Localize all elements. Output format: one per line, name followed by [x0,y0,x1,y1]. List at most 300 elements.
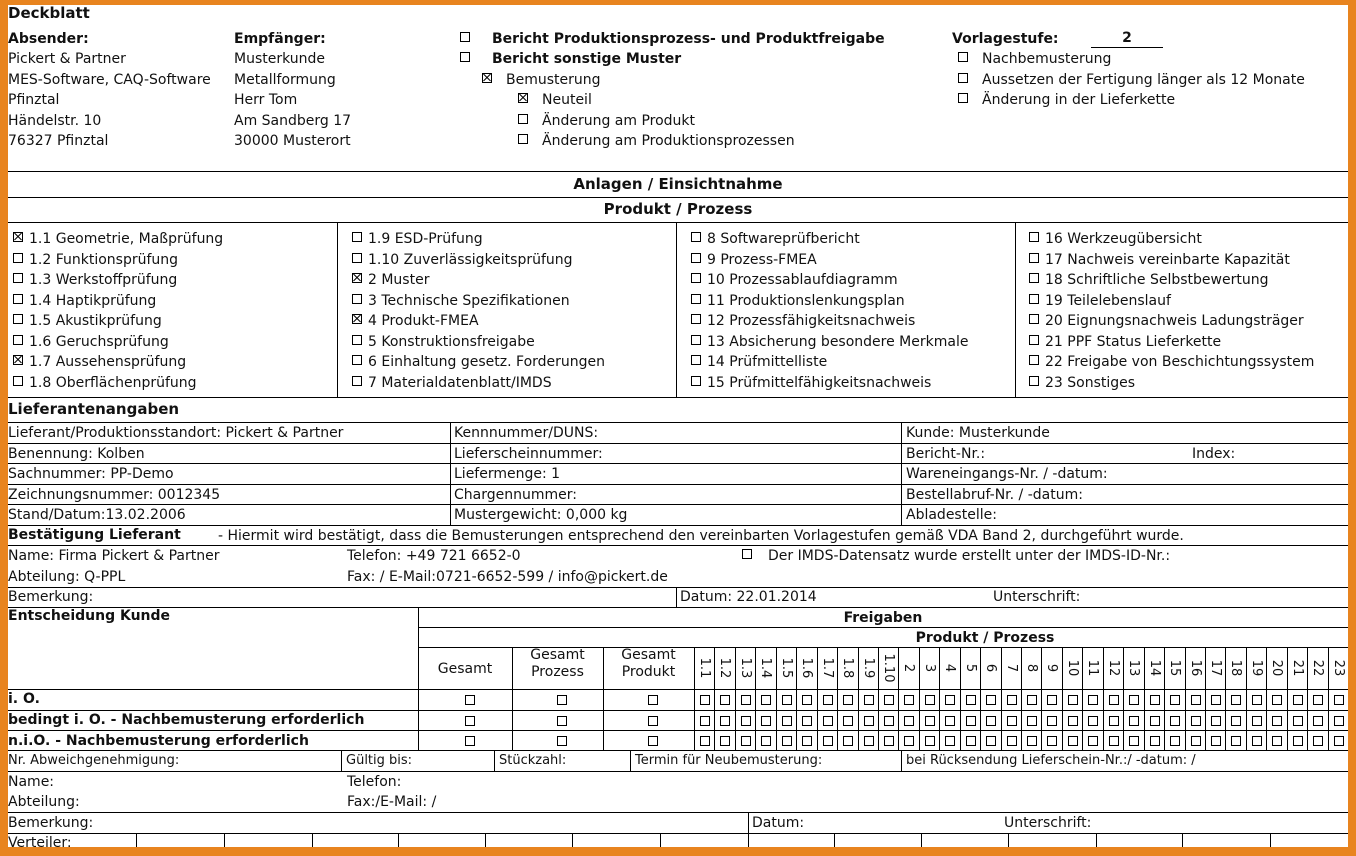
freigabe-checkbox[interactable] [700,695,710,705]
divider [901,750,902,771]
freigabe-item-header [898,650,918,686]
freigabe-checkbox[interactable] [1231,716,1241,726]
anlage-label: 1.4 Haptikprüfung [29,292,157,309]
anlage-label: 12 Prozessfähigkeitsnachweis [707,313,916,329]
freigabe-checkbox[interactable] [741,695,751,705]
freigabe-item-label: 14 [1147,659,1162,677]
gesamt-prozess-checkbox[interactable] [557,695,567,705]
footer-name: Name: [8,774,55,790]
divider [494,750,495,771]
checkbox-checked-icon [352,273,362,283]
divider [450,422,451,525]
anlage-item[interactable] [13,229,223,249]
anlage-label: 9 Prozess-FMEA [707,251,817,268]
anlage-label: 16 Werkzeugübersicht [1045,231,1202,247]
freigabe-item-label: 20 [1269,659,1284,677]
bestaetigung-unterschrift: Unterschrift: [993,589,1081,605]
anlage-label: 6 Einhaltung gesetz. Forderungen [368,354,606,370]
checkbox-icon [742,549,752,559]
divider [676,222,677,397]
freigabe-item-header [1287,650,1307,686]
freigabe-checkbox[interactable] [761,736,771,746]
checkbox-checked-icon [482,73,492,83]
checkbox-icon [352,335,362,345]
freigabe-checkbox[interactable] [1252,695,1262,705]
divider [398,833,399,847]
freigabe-checkbox[interactable] [1334,716,1344,726]
freigabe-checkbox[interactable] [1109,695,1119,705]
anlage-item[interactable] [13,270,177,290]
freigabe-item-header [1021,650,1041,686]
checkbox-icon [1029,232,1039,242]
freigabe-item-header [694,650,714,686]
freigabe-item-label: 1.10 [881,653,896,683]
freigabe-checkbox[interactable] [945,695,955,705]
freigabe-checkbox[interactable] [1027,736,1037,746]
freigabe-checkbox[interactable] [1129,695,1139,705]
freigabe-checkbox[interactable] [802,695,812,705]
freigabe-checkbox[interactable] [1170,736,1180,746]
freigabe-item-header [980,650,1000,686]
gesamt-produkt-label: Gesamt Produkt [621,647,676,680]
divider [630,750,631,771]
divider [8,812,1348,813]
freigabe-checkbox[interactable] [1129,736,1139,746]
lieferant-cell: Sachnummer: PP-Demo [8,466,174,482]
freigabe-checkbox[interactable] [945,736,955,746]
anlage-item[interactable] [352,332,535,352]
freigabe-checkbox[interactable] [782,716,792,726]
anlage-item[interactable] [691,291,905,311]
footer-gueltig: Gültig bis: [346,753,413,768]
checkbox-icon [352,376,362,386]
footer-stueckzahl: Stückzahl: [499,753,567,768]
bestaetigung-telefon: Telefon: +49 721 6652-0 [347,548,521,564]
divider [1270,833,1271,847]
freigabe-item-label: 18 [1228,659,1243,677]
freigabe-checkbox[interactable] [761,716,771,726]
anlage-item[interactable] [691,332,968,352]
freigabe-checkbox[interactable] [1211,695,1221,705]
freigabe-checkbox[interactable] [1231,736,1241,746]
checkbox-icon [691,273,701,283]
divider [660,833,661,847]
vorlagestufe-value[interactable]: 2 [1091,29,1163,48]
option-aenderung-produkt[interactable]: Änderung am Produkt [518,111,695,131]
freigabe-checkbox[interactable] [802,736,812,746]
freigabe-item-header [1164,650,1184,686]
checkbox-icon [1029,294,1039,304]
gesamt-checkbox[interactable] [465,736,475,746]
divider [8,833,1348,834]
anlage-item[interactable] [352,352,605,372]
lieferant-cell: Stand/Datum:13.02.2006 [8,507,186,523]
freigabe-checkbox[interactable] [925,716,935,726]
freigabe-item-header [1307,650,1327,686]
freigabe-item-header [960,650,980,686]
divider [337,222,338,397]
checkbox-checked-icon [518,93,528,103]
freigabe-checkbox[interactable] [1293,716,1303,726]
freigabe-item-header [1001,650,1021,686]
freigabe-checkbox[interactable] [864,716,874,726]
checkbox-icon [13,335,23,345]
anlage-item[interactable] [691,352,827,372]
freigabe-checkbox[interactable] [1191,736,1201,746]
anlage-item[interactable] [352,229,483,249]
freigabe-checkbox[interactable] [1293,736,1303,746]
divider [748,833,749,847]
anlage-item[interactable] [1029,229,1202,249]
freigabe-checkbox[interactable] [1191,695,1201,705]
footer-termin: Termin für Neubemusterung: [635,753,823,768]
freigabe-checkbox[interactable] [904,736,914,746]
freigabe-checkbox[interactable] [1150,736,1160,746]
freigabe-checkbox[interactable] [966,736,976,746]
freigabe-item-header [1082,650,1102,686]
lieferant-cell: Kennnummer/DUNS: [454,425,599,441]
freigabe-item-label: 1.9 [861,657,876,679]
anlage-item[interactable] [1029,352,1314,372]
anlage-label: 1.7 Aussehensprüfung [29,354,187,370]
freigabe-checkbox[interactable] [1334,736,1344,746]
freigabe-item-header [714,650,734,686]
freigabe-item-header [1041,650,1061,686]
freigabe-checkbox[interactable] [1211,716,1221,726]
checkbox-icon [1029,376,1039,386]
freigabe-item-label: 1.6 [799,657,814,679]
divider [1008,833,1009,847]
entscheidung-row-label: bedingt i. O. - Nachbemusterung erforderlich [8,712,365,728]
sender-label: Absender: [8,31,89,47]
freigabe-item-label: 11 [1085,659,1100,677]
freigabe-item-header [1062,650,1082,686]
freigabe-checkbox[interactable] [925,736,935,746]
receiver-label: Empfänger: [234,31,326,47]
divider [921,833,922,847]
anlage-label: 1.9 ESD-Prüfung [368,231,483,247]
anlage-item[interactable] [13,291,156,311]
freigabe-checkbox[interactable] [864,736,874,746]
imds-option[interactable]: Der IMDS-Datensatz wurde erstellt unter der IMDS-ID-Nr.: [742,546,1170,566]
freigabe-checkbox[interactable] [884,695,894,705]
freigabe-item-label: 2 [901,663,916,673]
freigabe-item-header [1266,650,1286,686]
bestaetigung-datum: Datum: 22.01.2014 [680,589,817,605]
checkbox-icon [958,73,968,83]
freigabe-item-label: 12 [1106,659,1121,677]
anlage-item[interactable] [13,373,197,393]
anlage-label: 17 Nachweis vereinbarte Kapazität [1045,251,1290,268]
anlage-item[interactable] [691,311,915,331]
freigabe-checkbox[interactable] [720,716,730,726]
freigabe-checkbox[interactable] [823,736,833,746]
freigabe-checkbox[interactable] [741,736,751,746]
freigabe-checkbox[interactable] [1150,716,1160,726]
freigabe-checkbox[interactable] [966,695,976,705]
freigabe-checkbox[interactable] [1068,736,1078,746]
anlage-label: 14 Prüfmittelliste [707,354,828,370]
anlage-item[interactable] [1029,250,1290,270]
freigabe-checkbox[interactable] [1068,716,1078,726]
option-aussetzen[interactable]: Aussetzen der Fertigung länger als 12 Monate [958,70,1305,90]
freigabe-checkbox[interactable] [884,736,894,746]
anlage-label: 2 Muster [368,272,430,288]
anlage-item[interactable] [352,270,429,290]
lieferant-title: Lieferantenangaben [8,400,180,418]
freigabe-item-label: 9 [1044,663,1059,673]
freigabe-checkbox[interactable] [1068,695,1078,705]
anlage-item[interactable] [691,250,817,270]
gesamt-prozess-checkbox[interactable] [557,716,567,726]
anlage-label: 1.6 Geruchsprüfung [29,333,169,350]
freigabe-item-label: 1.7 [820,657,835,679]
checkbox-icon [352,253,362,263]
freigabe-checkbox[interactable] [1088,695,1098,705]
divider [224,833,225,847]
freigabe-item-label: 1.5 [779,657,794,679]
anlage-item[interactable] [352,311,479,331]
lieferant-cell: Chargennummer: [454,486,577,503]
receiver-line: Herr Tom [234,92,298,108]
freigabe-checkbox[interactable] [782,736,792,746]
divider [834,833,835,847]
anlage-item[interactable] [1029,291,1171,311]
anlage-item[interactable] [13,352,186,372]
anlage-label: 13 Absicherung besondere Merkmale [707,333,969,350]
freigabe-checkbox[interactable] [1334,695,1344,705]
freigabe-item-label: 13 [1126,659,1141,677]
freigabe-checkbox[interactable] [720,695,730,705]
freigabe-item-label: 15 [1167,659,1182,677]
freigaben-title: Freigaben [843,610,923,626]
freigabe-checkbox[interactable] [823,716,833,726]
divider [676,587,677,607]
anlage-item[interactable] [1029,373,1135,393]
freigabe-checkbox[interactable] [1088,716,1098,726]
receiver-line: Musterkunde [234,51,326,67]
gesamt-checkbox[interactable] [465,695,475,705]
anlage-label: 1.10 Zuverlässigkeitsprüfung [368,251,573,268]
freigabe-checkbox[interactable] [1313,695,1323,705]
anlage-item[interactable] [352,373,552,393]
sender-line: Pfinztal [8,92,60,108]
checkbox-icon [691,355,701,365]
anlage-label: 4 Produkt-FMEA [368,313,479,329]
anlage-item[interactable] [13,311,162,331]
anlage-label: 20 Eignungsnachweis Ladungsträger [1045,313,1304,329]
anlage-item[interactable] [13,332,169,352]
freigabe-checkbox[interactable] [864,695,874,705]
sender-line: MES-Software, CAQ-Software [8,72,211,88]
anlage-item[interactable] [1029,332,1221,352]
anlage-item[interactable] [1029,270,1268,290]
option-nachbemusterung[interactable]: Nachbemusterung [958,49,1111,69]
freigabe-checkbox[interactable] [1231,695,1241,705]
lieferant-cell: Bestellabruf-Nr. / -datum: [906,486,1083,503]
footer-datum: Datum: [752,815,805,831]
freigabe-checkbox[interactable] [1170,716,1180,726]
anlage-item[interactable] [352,291,570,311]
freigabe-checkbox[interactable] [986,736,996,746]
divider [603,647,604,750]
freigabe-checkbox[interactable] [1129,716,1139,726]
gesamt-produkt-checkbox[interactable] [648,736,658,746]
freigabe-checkbox[interactable] [1170,695,1180,705]
freigabe-item-header [755,650,775,686]
freigabe-checkbox[interactable] [720,736,730,746]
footer-telefon: Telefon: [347,774,402,790]
freigabe-item-header [735,650,755,686]
freigabe-checkbox[interactable] [1109,716,1119,726]
divider [8,171,1348,172]
freigabe-checkbox[interactable] [802,716,812,726]
freigabe-checkbox[interactable] [700,716,710,726]
report-option-ppf[interactable]: Bericht Produktionsprozess- und Produktfreigabe [460,29,885,49]
anlage-item[interactable] [1029,311,1304,331]
freigabe-item-label: 21 [1290,659,1305,677]
anlage-item[interactable] [352,250,573,270]
produkt-prozess-title: Produkt / Prozess [915,630,1055,646]
divider [1182,833,1183,847]
freigabe-checkbox[interactable] [761,695,771,705]
freigabe-item-label: 10 [1065,659,1080,677]
lieferant-cell: Liefermenge: 1 [454,466,561,482]
divider [8,484,1348,485]
freigabe-checkbox[interactable] [1027,695,1037,705]
freigabe-checkbox[interactable] [986,716,996,726]
report-option-sonstige[interactable]: Bericht sonstige Muster [460,49,681,69]
freigabe-item-header [1246,650,1266,686]
option-lieferkette[interactable]: Änderung in der Lieferkette [958,90,1175,110]
anlage-label: 3 Technische Spezifikationen [368,292,570,309]
freigabe-item-label: 16 [1188,659,1203,677]
freigabe-item-label: 23 [1331,659,1346,677]
anlage-label: 18 Schriftliche Selbstbewertung [1045,272,1269,288]
freigabe-item-header [939,650,959,686]
freigabe-checkbox[interactable] [966,716,976,726]
freigabe-checkbox[interactable] [741,716,751,726]
option-bemusterung[interactable]: Bemusterung [482,70,601,90]
freigabe-checkbox[interactable] [1313,736,1323,746]
bestaetigung-text: - Hiermit wird bestätigt, dass die Bemusterungen entsprechend den vereinbarten Vorlagestufen gemäß VDA Band 2, durchgeführt wurde. [218,528,1184,544]
freigabe-checkbox[interactable] [1007,716,1017,726]
freigabe-checkbox[interactable] [843,716,853,726]
freigabe-checkbox[interactable] [884,716,894,726]
checkbox-icon [1029,355,1039,365]
checkbox-icon [352,232,362,242]
freigabe-checkbox[interactable] [1293,695,1303,705]
freigabe-checkbox[interactable] [1252,716,1262,726]
gesamt-prozess-checkbox[interactable] [557,736,567,746]
option-aenderung-prozess[interactable]: Änderung am Produktionsprozessen [518,131,795,151]
freigabe-checkbox[interactable] [1313,716,1323,726]
freigabe-checkbox[interactable] [1150,695,1160,705]
freigabe-checkbox[interactable] [1047,736,1057,746]
freigabe-checkbox[interactable] [1191,716,1201,726]
checkbox-icon [518,134,528,144]
anlage-label: 1.2 Funktionsprüfung [29,251,179,268]
freigabe-checkbox[interactable] [904,695,914,705]
checkbox-icon [13,376,23,386]
freigabe-checkbox[interactable] [1272,695,1282,705]
checkbox-icon [13,253,23,263]
freigabe-checkbox[interactable] [945,716,955,726]
entscheidung-row-label: n.i.O. - Nachbemusterung erforderlich [8,733,309,749]
freigabe-checkbox[interactable] [700,736,710,746]
freigabe-item-label: 17 [1208,659,1223,677]
footer-verteiler: Verteiler: [8,835,72,847]
freigabe-item-label: 1.8 [840,657,855,679]
page-title: Deckblatt [8,5,90,22]
freigabe-checkbox[interactable] [823,695,833,705]
anlage-item[interactable] [691,270,898,290]
entscheidung-title: Entscheidung Kunde [8,608,171,624]
freigabe-item-label: 1.4 [758,657,773,679]
anlage-item[interactable] [691,229,860,249]
receiver-line: Am Sandberg 17 [234,113,352,129]
freigabe-checkbox[interactable] [782,695,792,705]
freigabe-checkbox[interactable] [1211,736,1221,746]
freigabe-checkbox[interactable] [843,736,853,746]
gesamt-produkt-checkbox[interactable] [648,716,658,726]
divider [485,833,486,847]
divider [341,750,342,771]
freigabe-item-header [1225,650,1245,686]
anlage-label: 8 Softwareprüfbericht [707,231,860,247]
lieferant-cell: Abladestelle: [906,507,997,523]
freigabe-checkbox[interactable] [904,716,914,726]
gesamt-produkt-checkbox[interactable] [648,695,658,705]
freigabe-checkbox[interactable] [986,695,996,705]
checkbox-icon [460,32,470,42]
anlage-item[interactable] [691,373,931,393]
divider [748,812,749,833]
freigabe-checkbox[interactable] [925,695,935,705]
sender-line: Pickert & Partner [8,51,126,67]
divider [8,397,1348,398]
freigabe-item-header [817,650,837,686]
divider [572,833,573,847]
divider [136,833,137,847]
freigabe-checkbox[interactable] [843,695,853,705]
anlage-label: 1.5 Akustikprüfung [29,313,162,329]
checkbox-icon [1029,335,1039,345]
freigabe-checkbox[interactable] [1272,736,1282,746]
option-neuteil[interactable]: Neuteil [518,90,592,110]
anlage-label: 1.3 Werkstoffprüfung [29,272,178,288]
gesamt-checkbox[interactable] [465,716,475,726]
freigabe-checkbox[interactable] [1272,716,1282,726]
checkbox-icon [691,335,701,345]
bestaetigung-title: Bestätigung Lieferant [8,527,181,543]
freigabe-checkbox[interactable] [1007,736,1017,746]
divider [8,587,1348,588]
freigabe-checkbox[interactable] [1252,736,1262,746]
gesamt-prozess-label: Gesamt Prozess [530,647,585,680]
lieferant-cell: Lieferant/Produktionsstandort: Pickert & Partner [8,425,344,441]
freigabe-checkbox[interactable] [1088,736,1098,746]
freigabe-checkbox[interactable] [1027,716,1037,726]
freigabe-checkbox[interactable] [1109,736,1119,746]
checkbox-icon [691,294,701,304]
freigabe-checkbox[interactable] [1047,695,1057,705]
anlage-label: 23 Sonstiges [1045,374,1136,391]
freigabe-checkbox[interactable] [1047,716,1057,726]
checkbox-icon [13,314,23,324]
freigabe-checkbox[interactable] [1007,695,1017,705]
anlage-item[interactable] [13,250,178,270]
